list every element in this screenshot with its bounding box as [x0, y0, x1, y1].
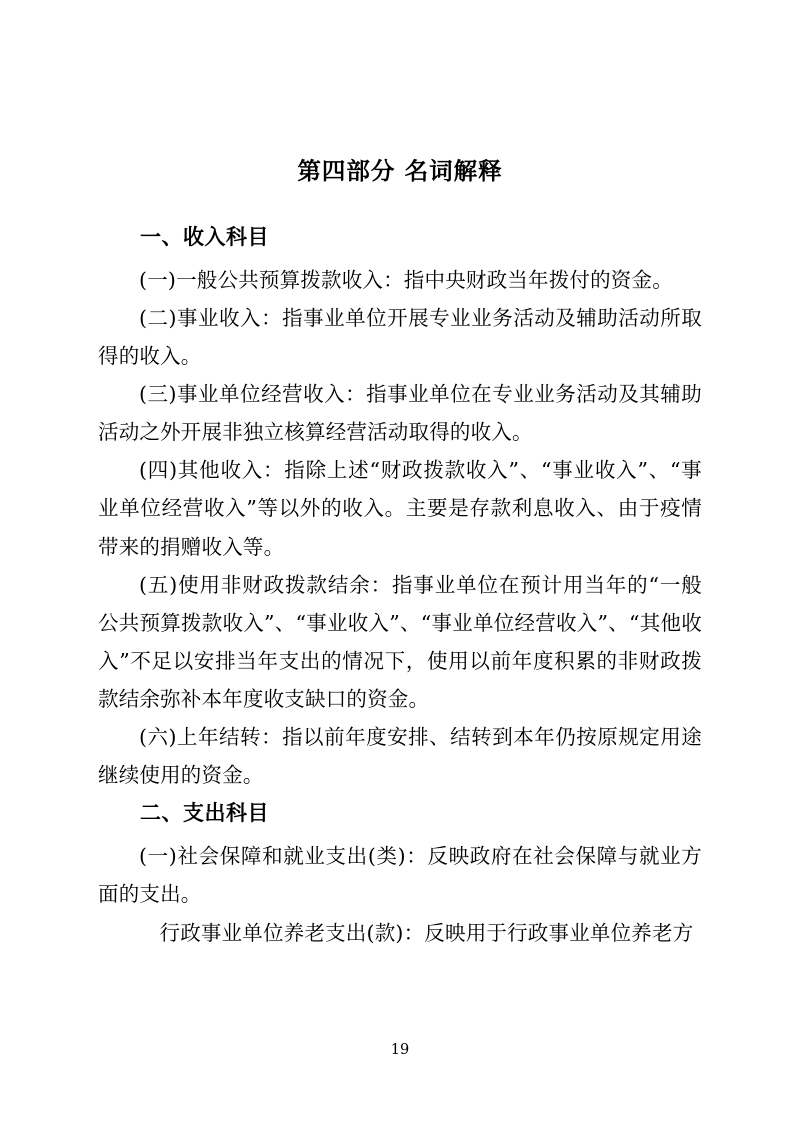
paragraph: (二)事业收入：指事业单位开展专业业务活动及辅助活动所取得的收入。	[98, 305, 702, 368]
section-heading-income: 一、收入科目	[140, 223, 269, 249]
paragraph: 行政事业单位养老支出(款)：反映用于行政事业单位养老方	[159, 920, 694, 945]
page-title: 第四部分 名词解释	[297, 157, 503, 185]
paragraph: (一)社会保障和就业支出(类)：反映政府在社会保障与就业方面的支出。	[98, 844, 702, 907]
section-heading-expenditure: 二、支出科目	[140, 800, 269, 826]
paragraph: (四)其他收入：指除上述“财政拨款收入”、“事业收入”、“事业单位经营收入”等以外的收入。主要是存款利息收入、由于疫情带来的捐赠收入等。	[98, 458, 702, 559]
paragraph: (五)使用非财政拨款结余：指事业单位在预计用当年的“一般公共预算拨款收入”、“事业收入”、“事业单位经营收入”、“其他收入”不足以安排当年支出的情况下，使用以前年度积累的非财政拨款结余弥补本年度收支缺口的资金。	[98, 572, 702, 712]
paragraph: (一)一般公共预算拨款收入：指中央财政当年拨付的资金。	[139, 267, 673, 292]
section-income	[98, 218, 702, 795]
section-expenditure	[98, 794, 702, 951]
page-number: 19	[390, 1042, 410, 1058]
paragraph: (三)事业单位经营收入：指事业单位在专业业务活动及其辅助活动之外开展非独立核算经营活动取得的收入。	[98, 382, 702, 445]
paragraph: (六)上年结转：指以前年度安排、结转到本年仍按原规定用途继续使用的资金。	[98, 725, 702, 788]
